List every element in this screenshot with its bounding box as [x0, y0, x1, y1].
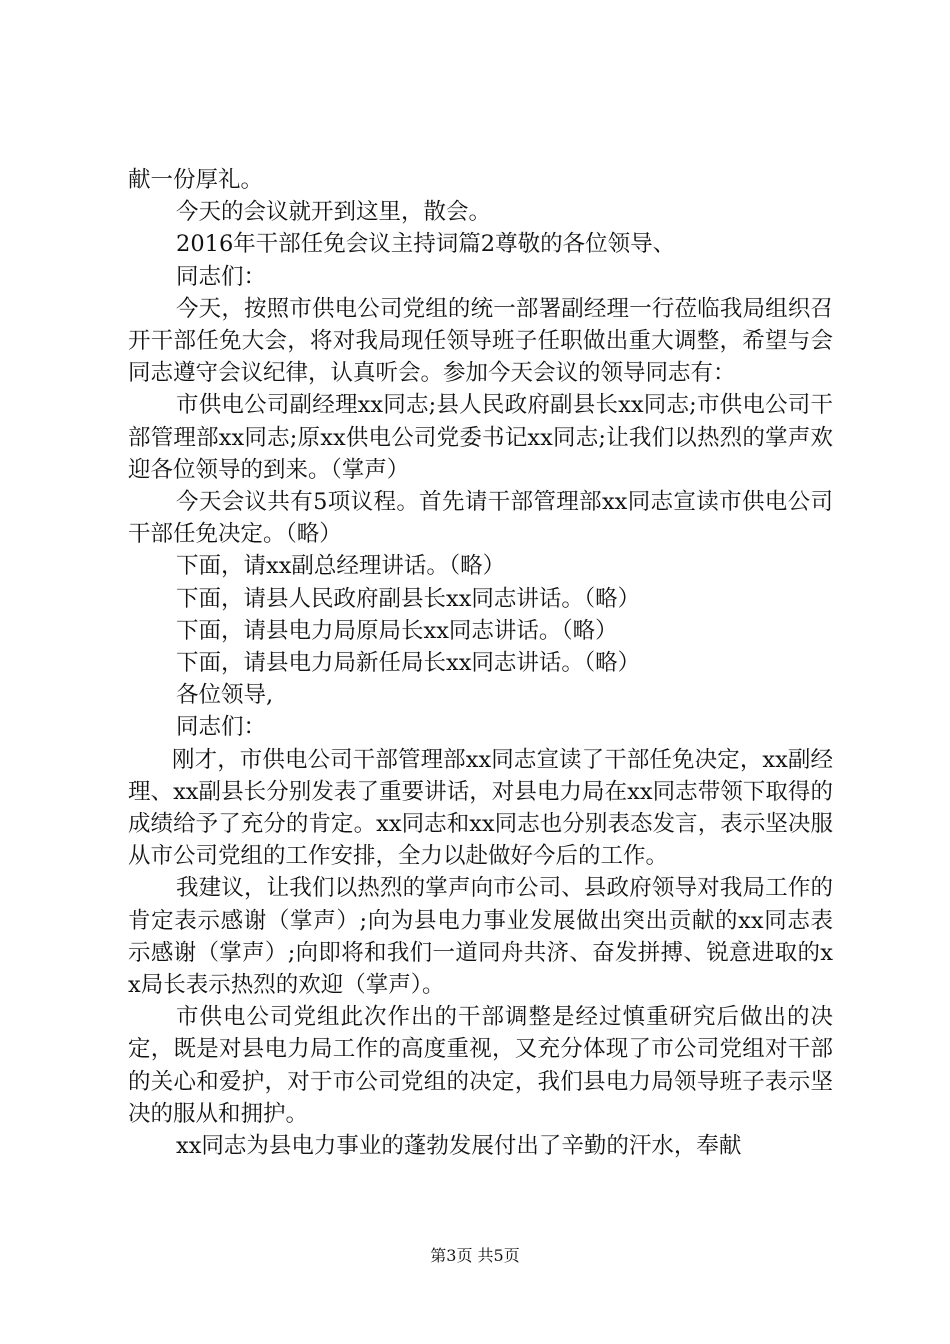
- paragraph: 刚才，市供电公司干部管理部xx同志宣读了干部任免决定，xx副经理、xx副县长分别发表了重要讲话，对县电力局在xx同志带领下取得的成绩给予了充分的肯定。xx同志和xx同志也分别表态发言，表示坚决服从市公司党组的工作安排，全力以赴做好今后的工作。: [128, 746, 833, 870]
- paragraph: 下面，请县人民政府副县长xx同志讲话。（略）: [176, 585, 641, 612]
- document-body: [128, 164, 833, 1162]
- paragraph: 我建议，让我们以热烈的掌声向市公司、县政府领导对我局工作的肯定表示感谢（掌声）;向为县电力事业发展做出突出贡献的xx同志表示感谢（掌声）;向即将和我们一道同舟共济、奋发拼搏、锐意进取的xx局长表示热烈的欢迎（掌声）。: [128, 875, 833, 999]
- salutation: 同志们：: [176, 263, 267, 290]
- salutation: 同志们：: [176, 714, 267, 741]
- paragraph: 下面，请县电力局新任局长xx同志讲话。（略）: [176, 650, 641, 677]
- paragraph: 市供电公司党组此次作出的干部调整是经过慎重研究后做出的决定，既是对县电力局工作的高度重视，又充分体现了市公司党组对干部的关心和爱护，对于市公司党组的决定，我们县电力局领导班子表示坚决的服从和拥护。: [128, 1004, 833, 1127]
- paragraph: 下面，请县电力局原局长xx同志讲话。（略）: [176, 617, 618, 644]
- section-heading: 2016年干部任免会议主持词篇2尊敬的各位领导、: [176, 231, 676, 258]
- salutation: 各位领导,: [176, 682, 274, 709]
- paragraph: xx同志为县电力事业的蓬勃发展付出了辛勤的汗水，奉献: [176, 1133, 742, 1160]
- paragraph: 今天会议共有5项议程。首先请干部管理部xx同志宣读市供电公司干部任免决定。（略）: [128, 489, 833, 548]
- paragraph: 市供电公司副经理xx同志;县人民政府副县长xx同志;市供电公司干部管理部xx同志;原xx供电公司党委书记xx同志;让我们以热烈的掌声欢迎各位领导的到来。（掌声）: [128, 392, 833, 483]
- paragraph: 下面，请xx副总经理讲话。（略）: [176, 553, 506, 580]
- paragraph: 今天，按照市供电公司党组的统一部署副经理一行莅临我局组织召开干部任免大会，将对我局现任领导班子任职做出重大调整，希望与会同志遵守会议纪律，认真听会。参加今天会议的领导同志有：: [128, 295, 833, 387]
- page-number-footer: 第3页 共5页: [430, 1246, 520, 1265]
- paragraph: 献一份厚礼。: [128, 167, 264, 193]
- paragraph: 今天的会议就开到这里，散会。: [176, 199, 492, 226]
